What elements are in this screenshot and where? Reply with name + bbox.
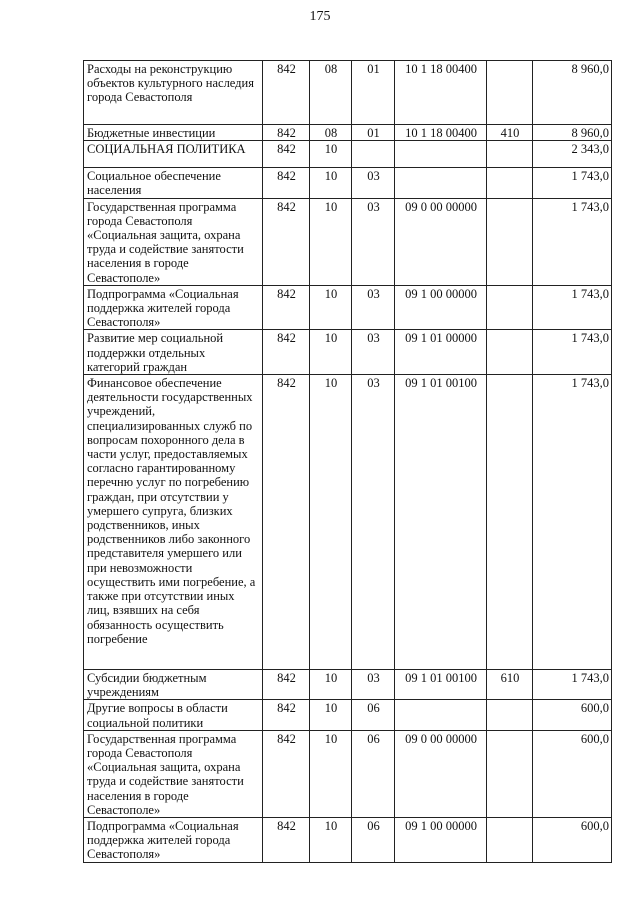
table-row: [84, 818, 612, 863]
row-name: СОЦИАЛЬНАЯ ПОЛИТИКА: [84, 141, 263, 168]
expense-type-code: [487, 818, 533, 863]
budget-rows: [84, 61, 612, 863]
page-number: 175: [309, 9, 331, 24]
subsection-code: 01: [352, 61, 395, 125]
admin-code: 842: [263, 61, 310, 125]
row-name: Развитие мер социальной поддержки отдельных категорий граждан: [84, 330, 263, 375]
section-code: 10: [310, 375, 352, 670]
target-article-code: [395, 168, 487, 198]
subsection-code: [352, 141, 395, 168]
table-row: [84, 285, 612, 330]
target-article-code: 10 1 18 00400: [395, 61, 487, 125]
amount: 1 743,0: [533, 168, 612, 198]
section-code: 10: [310, 818, 352, 863]
amount: 1 743,0: [533, 198, 612, 285]
subsection-code: 01: [352, 125, 395, 141]
section-code: 10: [310, 700, 352, 730]
admin-code: 842: [263, 125, 310, 141]
section-code: 10: [310, 330, 352, 375]
admin-code: 842: [263, 700, 310, 730]
table-row: [84, 730, 612, 817]
subsection-code: 03: [352, 375, 395, 670]
target-article-code: [395, 700, 487, 730]
row-name: Субсидии бюджетным учреждениям: [84, 670, 263, 700]
subsection-code: 03: [352, 330, 395, 375]
subsection-code: 06: [352, 730, 395, 817]
admin-code: 842: [263, 818, 310, 863]
row-name: Расходы на реконструкцию объектов культурного наследия города Севастополя: [84, 61, 263, 125]
table-row: [84, 375, 612, 670]
amount: 2 343,0: [533, 141, 612, 168]
admin-code: 842: [263, 285, 310, 330]
row-name: Социальное обеспечение населения: [84, 168, 263, 198]
amount: 600,0: [533, 818, 612, 863]
expense-type-code: 610: [487, 670, 533, 700]
target-article-code: 09 1 00 00000: [395, 285, 487, 330]
subsection-code: 03: [352, 168, 395, 198]
amount: 1 743,0: [533, 330, 612, 375]
amount: 8 960,0: [533, 61, 612, 125]
expense-type-code: [487, 285, 533, 330]
section-code: 08: [310, 125, 352, 141]
amount: 600,0: [533, 700, 612, 730]
subsection-code: 06: [352, 818, 395, 863]
table-row: [84, 670, 612, 700]
amount: 600,0: [533, 730, 612, 817]
table-row: [84, 198, 612, 285]
expense-type-code: [487, 168, 533, 198]
table-row: [84, 700, 612, 730]
section-code: 10: [310, 285, 352, 330]
row-name: Бюджетные инвестиции: [84, 125, 263, 141]
amount: 8 960,0: [533, 125, 612, 141]
subsection-code: 03: [352, 285, 395, 330]
table-row: [84, 61, 612, 125]
expense-type-code: [487, 198, 533, 285]
section-code: 10: [310, 730, 352, 817]
expense-type-code: 410: [487, 125, 533, 141]
section-code: 10: [310, 168, 352, 198]
row-name: Подпрограмма «Социальная поддержка жителей города Севастополя»: [84, 818, 263, 863]
target-article-code: [395, 141, 487, 168]
budget-table: [83, 60, 612, 863]
row-name: Государственная программа города Севастополя «Социальная защита, охрана труда и содействие занятости населения в городе Севастополе»: [84, 198, 263, 285]
expense-type-code: [487, 700, 533, 730]
section-code: 10: [310, 198, 352, 285]
row-name: Подпрограмма «Социальная поддержка жителей города Севастополя»: [84, 285, 263, 330]
subsection-code: 03: [352, 670, 395, 700]
section-code: 10: [310, 670, 352, 700]
row-name: Государственная программа города Севастополя «Социальная защита, охрана труда и содействие занятости населения в городе Севастополе»: [84, 730, 263, 817]
expense-type-code: [487, 61, 533, 125]
target-article-code: 09 1 01 00100: [395, 375, 487, 670]
admin-code: 842: [263, 375, 310, 670]
table-row: [84, 330, 612, 375]
admin-code: 842: [263, 670, 310, 700]
table-row: [84, 141, 612, 168]
target-article-code: 09 1 00 00000: [395, 818, 487, 863]
target-article-code: 09 1 01 00000: [395, 330, 487, 375]
target-article-code: 09 0 00 00000: [395, 198, 487, 285]
admin-code: 842: [263, 141, 310, 168]
subsection-code: 03: [352, 198, 395, 285]
expense-type-code: [487, 375, 533, 670]
section-code: 10: [310, 141, 352, 168]
expense-type-code: [487, 730, 533, 817]
admin-code: 842: [263, 730, 310, 817]
row-name: Финансовое обеспечение деятельности государственных учреждений, специализированных служб по вопросам похоронного дела в части услуг, предоставляемых согласно гарантированному перечню услуг по погребению граждан, при отсутствии у умершего супруга, близких родственников, иных родственников либо законного представителя умершего или при невозможности осуществить ими погребение, а также при отсутствии иных лиц, взявших на себя обязанность осуществить погребение: [84, 375, 263, 670]
admin-code: 842: [263, 168, 310, 198]
subsection-code: 06: [352, 700, 395, 730]
expense-type-code: [487, 141, 533, 168]
expense-type-code: [487, 330, 533, 375]
target-article-code: 10 1 18 00400: [395, 125, 487, 141]
row-name: Другие вопросы в области социальной политики: [84, 700, 263, 730]
table-row: [84, 125, 612, 141]
amount: 1 743,0: [533, 375, 612, 670]
amount: 1 743,0: [533, 670, 612, 700]
table-row: [84, 168, 612, 198]
section-code: 08: [310, 61, 352, 125]
admin-code: 842: [263, 198, 310, 285]
target-article-code: 09 0 00 00000: [395, 730, 487, 817]
target-article-code: 09 1 01 00100: [395, 670, 487, 700]
amount: 1 743,0: [533, 285, 612, 330]
admin-code: 842: [263, 330, 310, 375]
